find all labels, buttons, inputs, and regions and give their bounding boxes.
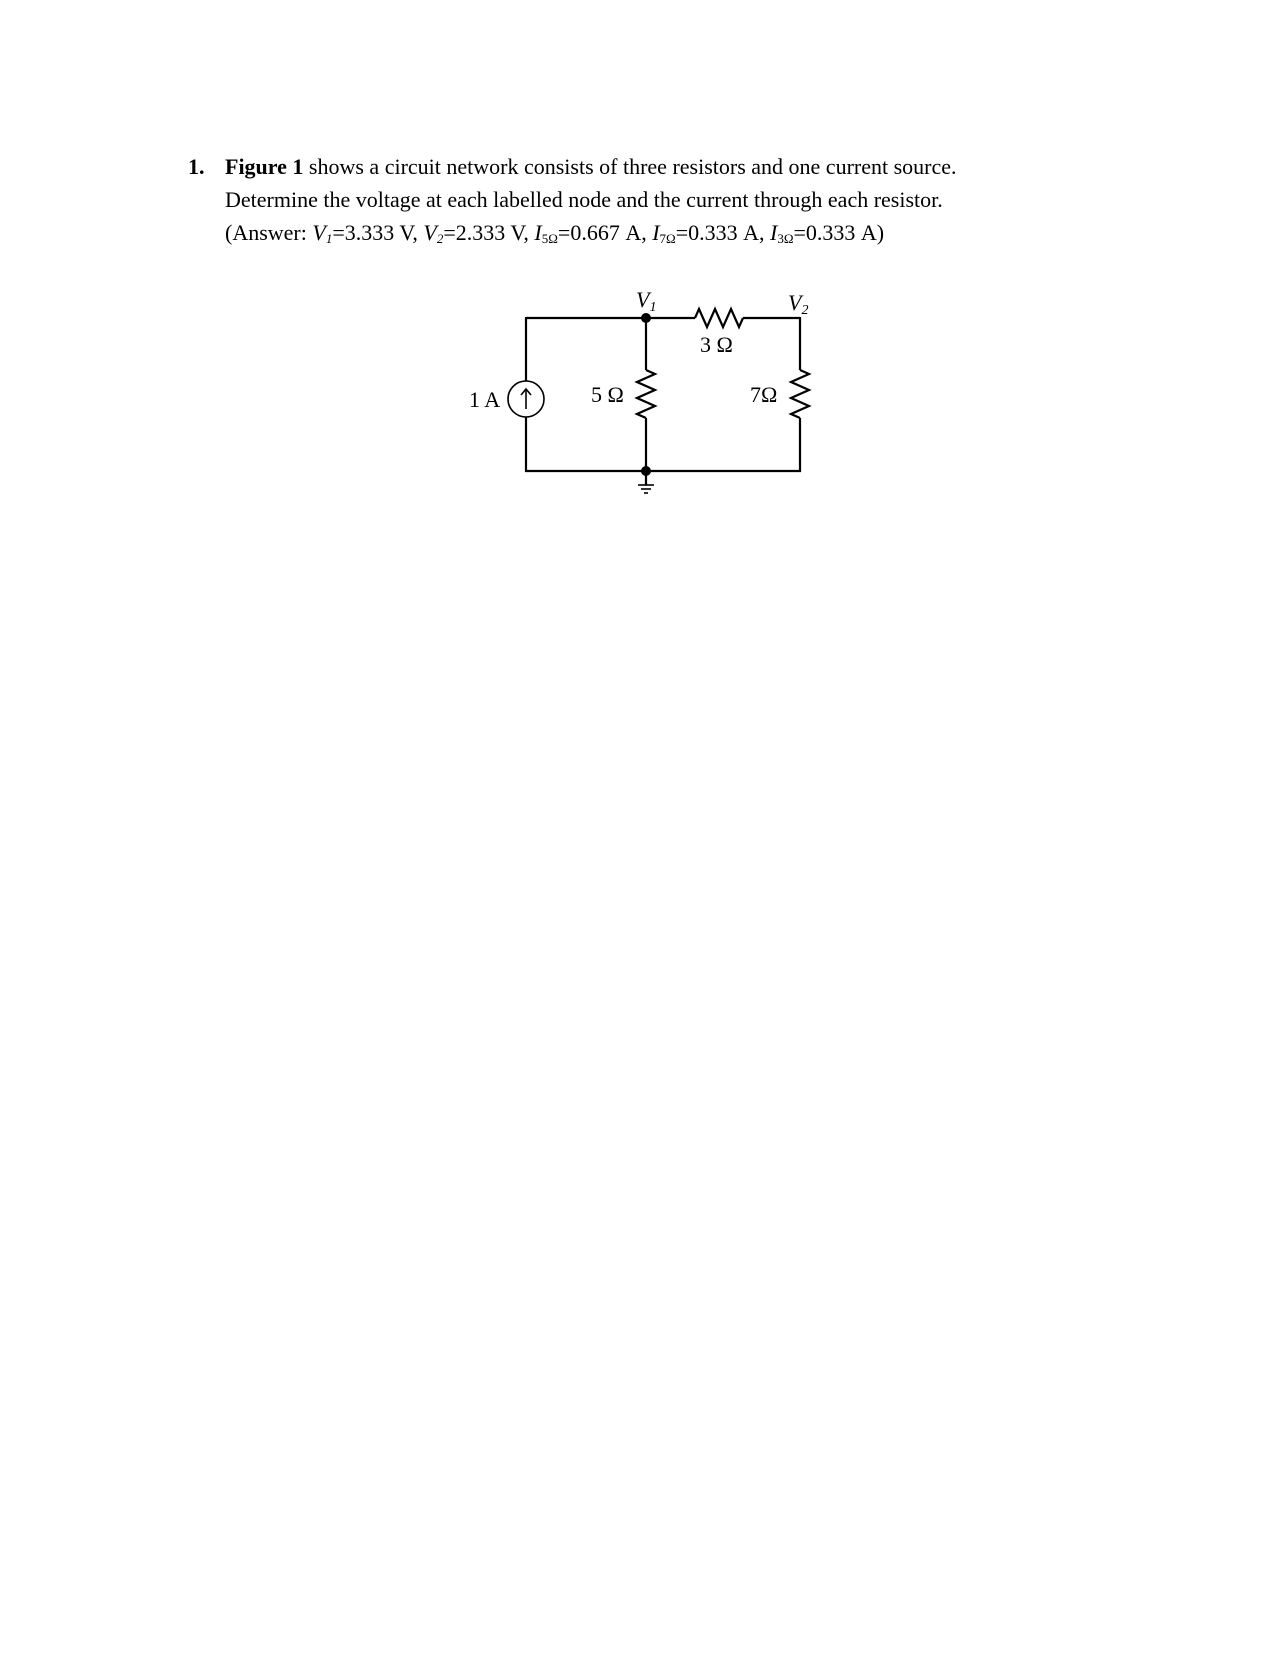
answer-v1-subscript: 1 <box>325 231 333 246</box>
node-ground-dot <box>641 466 651 476</box>
answer-i5-value: =0.667 A, <box>557 220 653 245</box>
answer-i7-value: =0.333 A, <box>675 220 770 245</box>
current-source-label: 1 A <box>469 387 501 412</box>
answer-v1-value: =3.333 V, <box>332 220 424 245</box>
answer-i5-subscript: 5Ω <box>541 231 558 246</box>
answer-i3-value: =0.333 A) <box>793 220 885 245</box>
answer-prefix: (Answer: <box>225 220 313 245</box>
answer-i3-subscript: 3Ω <box>777 231 794 246</box>
ground-icon <box>638 485 654 493</box>
answer-i3-symbol: I <box>770 220 778 245</box>
resistor-3-ohm-label: 3 Ω <box>700 332 733 357</box>
resistor-3-ohm <box>695 309 743 327</box>
figure-reference: Figure 1 <box>225 154 304 179</box>
answer-i7-symbol: I <box>652 220 660 245</box>
resistor-7-ohm-label: 7Ω <box>750 382 778 407</box>
answer-v1-symbol: V <box>312 220 326 245</box>
node-v1-label: V1 <box>636 287 657 315</box>
question-number: 1. <box>188 154 205 179</box>
question-line-1-text: shows a circuit network consists of three resistors and one current source. <box>303 154 957 179</box>
answer-i7-subscript: 7Ω <box>659 231 676 246</box>
resistor-5-ohm <box>637 370 655 418</box>
resistor-7-ohm <box>791 370 809 418</box>
resistor-5-ohm-label: 5 Ω <box>591 382 624 407</box>
node-v2-label: V2 <box>788 290 809 318</box>
question-line-2: Determine the voltage at each labelled node and the current through each resistor. <box>225 187 943 212</box>
answer-v2-subscript: 2 <box>436 231 444 246</box>
answer-i5-symbol: I <box>534 220 542 245</box>
answer-v2-value: =2.333 V, <box>443 220 535 245</box>
answer-v2-symbol: V <box>423 220 437 245</box>
